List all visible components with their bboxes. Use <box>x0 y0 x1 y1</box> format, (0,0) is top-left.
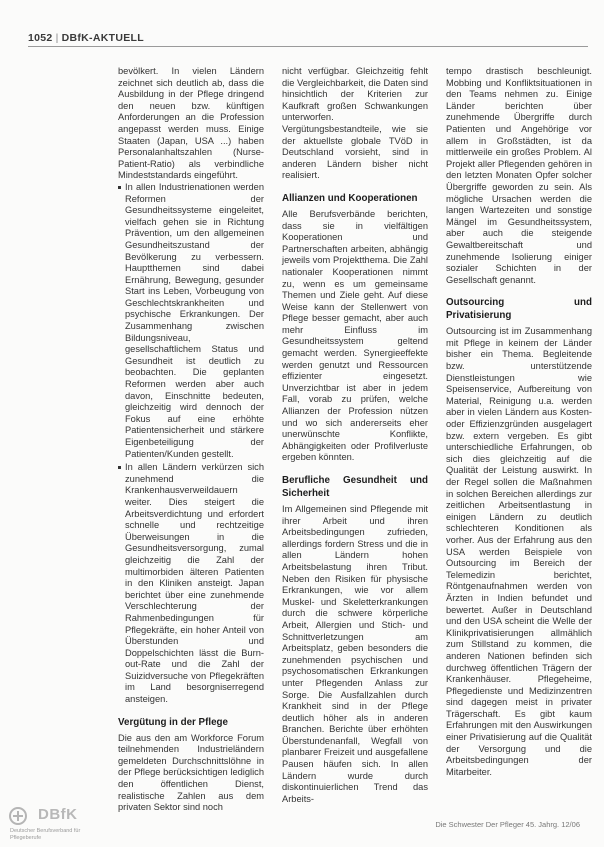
logo-tagline: Deutscher Berufsverband für Pflegeberufe <box>10 828 81 841</box>
paragraph: Im Allgemeinen sind Pflegende mit ihrer Arbeit und ihren Arbeitsbedingungen zufrieden, allerdings fordern Stress und die in allen Ländern hohen Arbeitsbelastung ihren Tribut. Neben den Risiken für physische Erkrankungen, wie vor allem Muskel- und Skeletterkrankungen durch die schwere körperliche Arbeit, Allergien und Stich- und Schnittverletzungen am Arbeitsplatz, geben besonders die zunehmenden psychischen und psychosomatischen Erkrankungen unter Pflegenden Anlass zur Sorge. Die Ausfallzahlen durch Krankheit sind in der Pflege deutlich höher als in anderen Branchen. Berichte über erhöhten Überstundenanfall, Wegfall von planbarer Freizeit und ausgefallene Pausen häufen sich. In allen Ländern wurde durch diskontinuierlichen Trend das Arbeits- <box>282 504 428 804</box>
paragraph: Die aus den am Workforce Forum teilnehmenden Industrieländern gemeldeten Durchschnittslöhne in der Pflege berücksichtigen lediglich den öffentlichen Dienst, realistische Zahlen aus dem privaten Sektor sind noch <box>118 732 264 813</box>
section-heading: Berufliche Gesundheit und Sicherheit <box>282 475 428 499</box>
list-item: In allen Ländern verkürzen sich zunehmend die Krankenhausverweildauern weiter. Dies steigert die Arbeitsverdichtung und erfordert schnelle und rechtzeitige Überweisungen in die Gesundheitsversorgung, zumal gleichzeitig die Zahl der multimorbiden älteren Patienten in den Kliniken ansteigt. Japan berichtet über eine zunehmende Verschlechterung der Rahmenbedingungen für Pflegekräfte, ein hoher Anteil von Überstunden und Doppelschichten lässt die Burn-out-Rate und die Zahl der Suizidversuche von Pflegekräften im Land besorgniserregend ansteigen. <box>118 462 264 705</box>
header-separator: | <box>55 32 59 44</box>
dbfk-logo <box>8 806 88 840</box>
text-column-2 <box>282 66 428 805</box>
page-footer-citation: Die Schwester Der Pfleger 45. Jahrg. 12/06 <box>435 820 580 829</box>
page-header <box>28 32 588 47</box>
page-number: 1052 <box>28 32 53 44</box>
list-item: In allen Industrienationen werden Reformen der Gesundheitssysteme eingeleitet, vielfach gehen sie in Richtung Prävention, um den allgemeinen Gesundheitszustand der Bevölkerung zu verbessern. Hauptthemen sind dabei Ernährung, Bewegung, gesunder Start ins Leben, Vorbeugung von Geschlechtskrankheiten und psychische Erkrankungen. Der Zusammenhang zwischen Bildungsniveau, gesellschaftlichem Status und Gesundheit ist deutlich zu beobachten. Die geplanten Reformen werden aber auch davon, Einschnitte bedeuten, gleichzeitig wird dennoch der Fokus auf eine erhöhte Patientensicherheit und stärkere Eigenbeteiligung der Patienten/Kunden gestellt. <box>118 182 264 460</box>
text-column-3 <box>446 66 592 778</box>
logo-name: DBfK <box>38 806 78 823</box>
text-column-1 <box>118 66 264 814</box>
section-title: DBfK-AKTUELL <box>61 32 144 44</box>
section-heading: Vergütung in der Pflege <box>118 716 228 728</box>
section-heading: Outsourcing und Privatisierung <box>446 297 592 322</box>
bullet-list <box>118 182 264 706</box>
section-heading: Allianzen und Kooperationen <box>282 192 418 204</box>
paragraph: tempo drastisch beschleunigt. Mobbing und Konfliktsituationen in den Teams nehmen zu. Einige Länder berichten über zunehmende Übergriffe durch Patienten und Angehörige vor allem in Großstädten, ist da mittlerweile ein großes Problem. Al Projekt aller Pflegenden gehören in den letzten Monaten Opfer solcher Übergriffe geworden zu sein. Als mögliche Ursachen werden die langen Wartezeiten und sonstige Mängel im Gesundheitssystem, aber auch die steigende Gewaltbereitschaft und zunehmende Isolierung einiger sozialer Schichten in der Gesellschaft genannt. <box>446 66 592 285</box>
paragraph: Outsourcing ist im Zusammenhang mit Pflege in keinem der Länder bisher ein Thema. Begleitende bzw. unterstützende Dienstleistungen wie Speisenservice, Aufbereitung von Material, Reinigung u.a. werden aber in vielen Ländern aus Kosten- oder Effizienzgründen ausgelagert bzw. extern vergeben. Es gibt unterschiedliche Erfahrungen, ob sich dies gleichzeitig auf die Qualität der Leistung auswirkt. In der Regel sollen die Maßnahmen in solchen Bereichen allerdings zur zeitlichen Arbeitsentlastung in einigen Ländern zu deutlich schlechteren Konditionen als vorher. Aus der Erfahrung aus den USA werden Beispiele von Outsourcing im Bereich der Telemedizin berichtet, Röntgenaufnahmen werden von Ärzten in Indien befundet und bewertet. Außer in Deutschland und den USA scheint die Welle der Klinikprivatisierungen allmählich zum Stillstand zu kommen, die anderen Nationen befinden sich durchweg öffentlichen Trägern der Krankenhäuser. Pflegeheime, Pflegedienste und Medizinzentren sind dagegen meist in privater Trägerschaft. Es gibt kaum Erfahrungen mit den Auswirkungen einer Privatisierung auf die Qualität der Versorgung und die Arbeitsbedingungen der Mitarbeiter. <box>446 326 592 777</box>
paragraph: nicht verfügbar. Gleichzeitig fehlt die Vergleichbarkeit, die Daten sind hinsichtlich der Kriterien zur Kaufkraft großen Schwankungen unterworfen. Vergütungsbestandteile, wie sie der aktuellste globale TVöD in Deutschland vorsieht, sind in anderen Ländern bisher nicht realisiert. <box>282 66 428 181</box>
paragraph: bevölkert. In vielen Ländern zeichnet sich deutlich ab, dass die Ausbildung in der Pflege dringend den neuen bzw. künftigen Anforderungen an die Profession angepasst werden muss. Einige Staaten (Japan, USA ...) haben Personalanhaltszahlen (Nurse-Patient-Ratio) als verbindliche Mindeststandards eingeführt. <box>118 66 264 181</box>
paragraph: Alle Berufsverbände berichten, dass sie in vielfältigen Kooperationen und Partnerschaften arbeiten, abhängig jeweils vom Projektthema. Die Zahl nationaler Kooperationen nimmt zu, wenn es um gemeinsame Themen und Ziele geht. Auf diese Weise kann der Stellenwert von Pflege besser gemacht, aber auch mehr Einfluss im Gesundheitssystem geltend gemacht werden. Synergieeffekte werden genutzt und Ressourcen effizienter eingesetzt. Unverzichtbar ist aber in jedem Fall, vorab zu prüfen, welche Allianzen der Profession nützen und wo sich andererseits eher unerwünschte Konflikte, Abhängigkeiten oder Profilverluste ergeben könnten. <box>282 208 428 463</box>
logo-mark-icon <box>8 806 38 826</box>
